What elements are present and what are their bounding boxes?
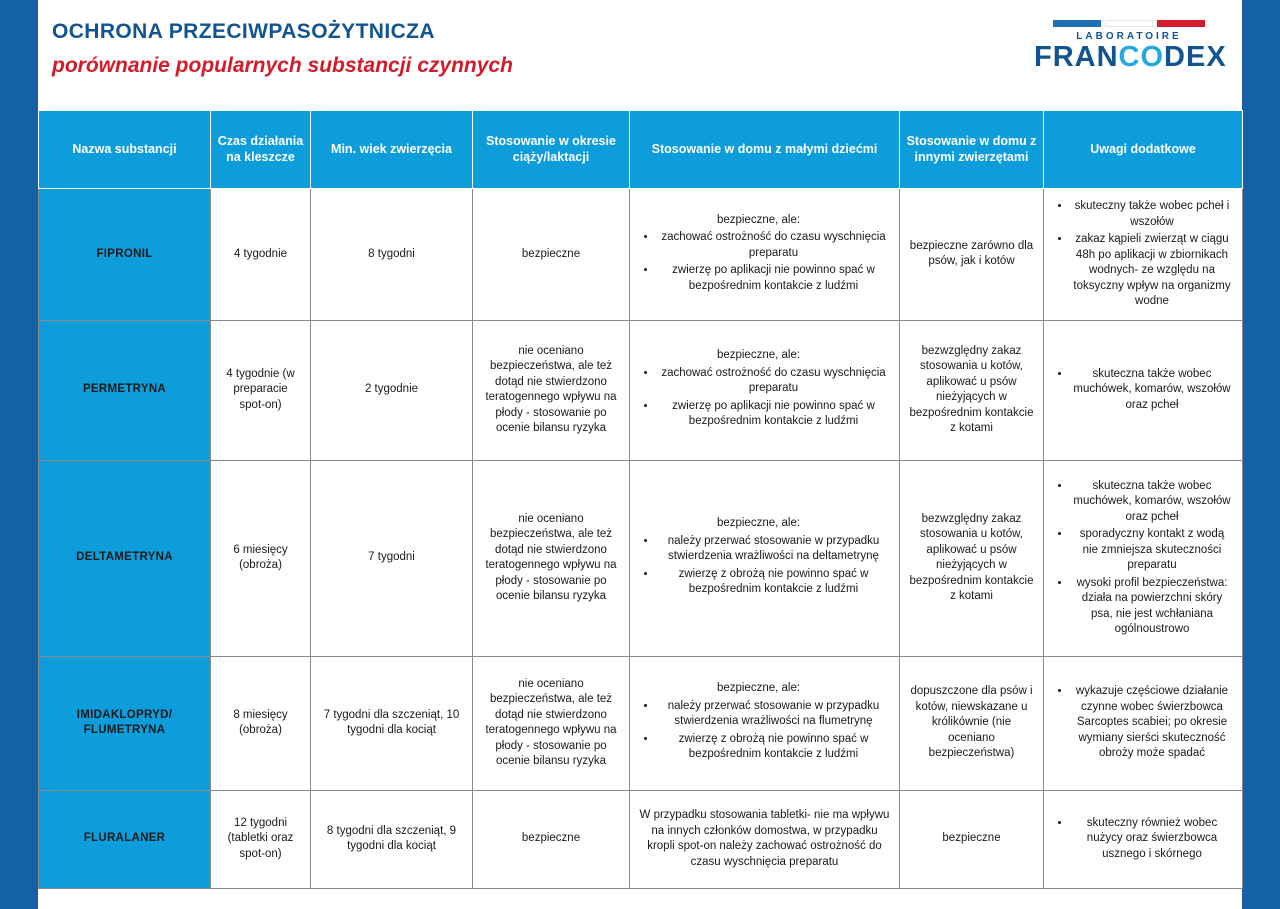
cell-notes: [1044, 189, 1243, 321]
list-item: • należy przerwać stosowanie w przypadku stwierdzenia wrażliwości na flumetrynę: [657, 699, 890, 730]
flag-bar-white: [1105, 20, 1153, 27]
list-item: • należy przerwać stosowanie w przypadku stwierdzenia wrażliwości na deltametrynę: [657, 534, 890, 565]
column-header-substance: Nazwa substancji: [39, 111, 211, 189]
list-item: • zwierzę z obrożą nie powinno spać w bezpośrednim kontakcie z ludźmi: [657, 732, 890, 763]
comparison-table: [38, 110, 1243, 889]
cell-other-animals: bezpieczne zarówno dla psów, jak i kotów: [900, 189, 1044, 321]
cell-children: [630, 656, 900, 790]
cell-tick-duration: 4 tygodnie: [211, 189, 311, 321]
table-row: [39, 790, 1243, 888]
cell-children: [630, 460, 900, 656]
cell-children-list: [639, 366, 890, 430]
cell-children-lead: bezpieczne, ale:: [716, 213, 801, 226]
cell-notes-list: [1053, 816, 1233, 863]
flag-bar-blue: [1053, 20, 1101, 27]
brand-logo: [1034, 20, 1227, 73]
cell-tick-duration: 4 tygodnie (w preparacie spot-on): [211, 320, 311, 460]
cell-min-age: 7 tygodni: [311, 460, 473, 656]
poster-header: [38, 0, 1242, 110]
flag-bar-red: [1157, 20, 1205, 27]
cell-notes-list: [1053, 479, 1233, 638]
table-header: [39, 111, 1243, 189]
list-item: • skuteczny również wobec nużycy oraz świerzbowca usznego i skórnego: [1071, 816, 1233, 863]
cell-children-lead: bezpieczne, ale:: [716, 682, 801, 695]
cell-notes-list: [1053, 199, 1233, 310]
table-row: [39, 320, 1243, 460]
cell-pregnancy: nie oceniano bezpieczeństwa, ale też dotąd nie stwierdzono teratogennego wpływu na płody - stosowanie po ocenie bilansu ryzyka: [473, 460, 630, 656]
poster-page: [38, 0, 1242, 905]
cell-pregnancy: nie oceniano bezpieczeństwa, ale też dotąd nie stwierdzono teratogennego wpływu na płody - stosowanie po ocenie bilansu ryzyka: [473, 320, 630, 460]
cell-other-animals: dopuszczone dla psów i kotów, niewskazane u królikównie (nie oceniano bezpieczeństwa): [900, 656, 1044, 790]
column-header-min-age: Min. wiek zwierzęcia: [311, 111, 473, 189]
column-header-tick-duration: Czas działania na kleszcze: [211, 111, 311, 189]
cell-children: [630, 189, 900, 321]
cell-notes: [1044, 656, 1243, 790]
list-item: • sporadyczny kontakt z wodą nie zmniejsza skuteczności preparatu: [1071, 527, 1233, 574]
list-item: • zachować ostrożność do czasu wyschnięcia preparatu: [657, 366, 890, 397]
cell-other-animals: bezwzględny zakaz stosowania u kotów, aplikować u psów nieżyjących w bezpośrednim kontakcie z kotami: [900, 320, 1044, 460]
cell-children-lead: bezpieczne, ale:: [716, 517, 801, 530]
cell-pregnancy: nie oceniano bezpieczeństwa, ale też dotąd nie stwierdzono teratogennego wpływu na płody - stosowanie po ocenie bilansu ryzyka: [473, 656, 630, 790]
table-row: [39, 189, 1243, 321]
cell-children: W przypadku stosowania tabletki- nie ma wpływu na innych członków domostwa, w przypadku kropli spot-on należy zachować ostrożność do czasu wyschnięcia preparatu: [630, 790, 900, 888]
list-item: • skuteczna także wobec muchówek, komarów, wszołów oraz pcheł: [1071, 367, 1233, 414]
cell-other-animals: bezpieczne: [900, 790, 1044, 888]
french-flag-icon: [1034, 20, 1224, 27]
list-item: • zwierzę po aplikacji nie powinno spać w bezpośrednim kontakcie z ludźmi: [657, 263, 890, 294]
list-item: • skuteczny także wobec pcheł i wszołów: [1071, 199, 1233, 230]
cell-notes-list: [1053, 367, 1233, 414]
cell-substance: FIPRONIL: [39, 189, 211, 321]
cell-other-animals: bezwzględny zakaz stosowania u kotów, aplikować u psów nieżyjących w bezpośrednim kontakcie z kotami: [900, 460, 1044, 656]
cell-min-age: 7 tygodni dla szczeniąt, 10 tygodni dla kociąt: [311, 656, 473, 790]
table-row: [39, 460, 1243, 656]
cell-tick-duration: 12 tygodni (tabletki oraz spot-on): [211, 790, 311, 888]
cell-notes: [1044, 460, 1243, 656]
list-item: • wykazuje częściowe działanie czynne wobec świerzbowca Sarcoptes scabiei; po okresie wymiany sierści skuteczność obroży może spadać: [1071, 684, 1233, 762]
list-item: • zachować ostrożność do czasu wyschnięcia preparatu: [657, 230, 890, 261]
cell-substance: IMIDAKLOPRYD/ FLUMETRYNA: [39, 656, 211, 790]
list-item: • zwierzę po aplikacji nie powinno spać w bezpośrednim kontakcie z ludźmi: [657, 399, 890, 430]
cell-pregnancy: bezpieczne: [473, 189, 630, 321]
cell-min-age: 8 tygodni dla szczeniąt, 9 tygodni dla kociąt: [311, 790, 473, 888]
column-header-children: Stosowanie w domu z małymi dziećmi: [630, 111, 900, 189]
list-item: • zakaz kąpieli zwierząt w ciągu 48h po aplikacji w zbiornikach wodnych- ze względu na toksyczny wpływ na organizmy wodne: [1071, 232, 1233, 310]
cell-substance: PERMETRYNA: [39, 320, 211, 460]
cell-children: [630, 320, 900, 460]
page-subtitle: porównanie popularnych substancji czynnych: [52, 54, 513, 77]
cell-min-age: 2 tygodnie: [311, 320, 473, 460]
logo-subtitle: LABORATOIRE: [1076, 31, 1182, 42]
column-header-other-animals: Stosowanie w domu z innymi zwierzętami: [900, 111, 1044, 189]
footer-spacer: [38, 889, 1242, 909]
logo-word-part1: FRAN: [1034, 41, 1119, 73]
logo-wordmark: [1034, 43, 1227, 72]
cell-children-list: [639, 699, 890, 763]
column-header-notes: Uwagi dodatkowe: [1044, 111, 1243, 189]
cell-children-list: [639, 230, 890, 294]
table-row: [39, 656, 1243, 790]
column-header-pregnancy: Stosowanie w okresie ciąży/laktacji: [473, 111, 630, 189]
cell-substance: FLURALANER: [39, 790, 211, 888]
cell-min-age: 8 tygodni: [311, 189, 473, 321]
cell-substance: DELTAMETRYNA: [39, 460, 211, 656]
cell-notes: [1044, 790, 1243, 888]
logo-word-part2: DEX: [1164, 41, 1227, 73]
list-item: • wysoki profil bezpieczeństwa: działa na powierzchni skóry psa, nie jest wchłaniana ogólnoustrowo: [1071, 576, 1233, 638]
logo-word-oo: CO: [1118, 41, 1165, 73]
page-title: OCHRONA PRZECIWPASOŻYTNICZA: [52, 20, 435, 43]
cell-notes: [1044, 320, 1243, 460]
table-body: [39, 189, 1243, 889]
table-header-row: [39, 111, 1243, 189]
cell-notes-list: [1053, 684, 1233, 762]
cell-tick-duration: 8 miesięcy (obroża): [211, 656, 311, 790]
cell-children-list: [639, 534, 890, 598]
cell-pregnancy: bezpieczne: [473, 790, 630, 888]
list-item: • skuteczna także wobec muchówek, komarów, wszołów oraz pcheł: [1071, 479, 1233, 526]
cell-children-lead: bezpieczne, ale:: [716, 349, 801, 362]
list-item: • zwierzę z obrożą nie powinno spać w bezpośrednim kontakcie z ludźmi: [657, 567, 890, 598]
cell-tick-duration: 6 miesięcy (obroża): [211, 460, 311, 656]
